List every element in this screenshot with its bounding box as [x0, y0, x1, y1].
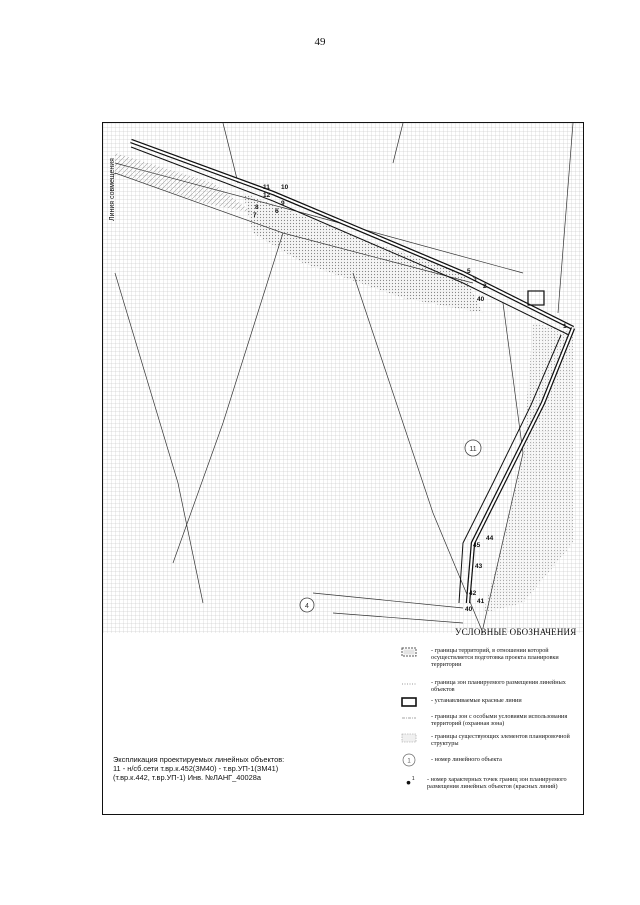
object-number-text: 11	[469, 446, 477, 453]
point-label: 40	[465, 606, 473, 613]
explication-block	[113, 755, 343, 783]
point-label: 12	[263, 192, 271, 199]
point-label: 41	[477, 598, 485, 605]
svg-text:1: 1	[411, 776, 415, 783]
circle-marker-text: 4	[305, 603, 309, 610]
point-label: 11	[263, 184, 270, 191]
legend-title: УСЛОВНЫЕ ОБОЗНАЧЕНИЯ	[455, 627, 577, 637]
numbered-circle-icon	[401, 753, 417, 767]
dotted-line-icon	[401, 679, 417, 689]
point-dot-icon	[403, 776, 419, 786]
point-label: 45	[473, 542, 481, 549]
point-label: 44	[486, 535, 494, 542]
point-label: 2	[483, 283, 487, 290]
point-label: 9	[281, 200, 285, 207]
map-sheet: 11 12 10 9 8 6 7 5 3 2 1 40 44 45 43 42 41 40 11 4 Линия совмещения УСЛОВНЫЕ ОБОЗНАЧЕНИЯ - границы территорий, в отношении которой осуществляется подготовка проекта планировки территории - граница зон планируемого размещения линейных объектов - устанавливаемые красные линии - границы зон с особыми условиями использования территорий (охранная зона) - границы существующих элементов планировочной структуры 1 - номер линейного объекта 1 - номер характерных точек границ зон планируемого размещения линейных объектов (красных линий) Экспликация проектируемых линейных объектов: 11 - н/сб.сети т.вр.к.452(ЗМ40) - т.вр.УП-1(ЗМ41) (т.вр.к.442, т.вр.УП-1) Инв. №ЛАНГ_40028а	[102, 122, 584, 815]
point-label: 6	[275, 208, 279, 215]
point-label: 42	[469, 590, 477, 597]
point-label: 7	[253, 212, 257, 219]
dash-dot-line-icon	[401, 713, 417, 723]
planning-map	[103, 123, 583, 633]
point-label: 10	[281, 184, 289, 191]
solid-box-icon	[401, 697, 417, 707]
explication-title: Экспликация проектируемых линейных объектов:	[113, 755, 285, 764]
page-number: 49	[314, 36, 326, 48]
dashed-box-icon	[401, 647, 417, 657]
point-label: 40	[477, 296, 485, 303]
svg-text:1: 1	[407, 758, 411, 765]
point-label: 1	[563, 323, 567, 330]
explication-line: 11 - н/сб.сети т.вр.к.452(ЗМ40) - т.вр.УП-1(ЗМ41)	[113, 764, 279, 774]
hatched-box-icon	[401, 733, 417, 743]
alignment-line-label: Линия совмещения	[109, 158, 116, 221]
point-label: 3	[473, 276, 477, 283]
explication-line: (т.вр.к.442, т.вр.УП-1) Инв. №ЛАНГ_40028а	[113, 773, 261, 783]
point-label: 8	[255, 204, 259, 211]
point-label: 43	[475, 563, 483, 570]
point-label: 5	[467, 268, 471, 275]
